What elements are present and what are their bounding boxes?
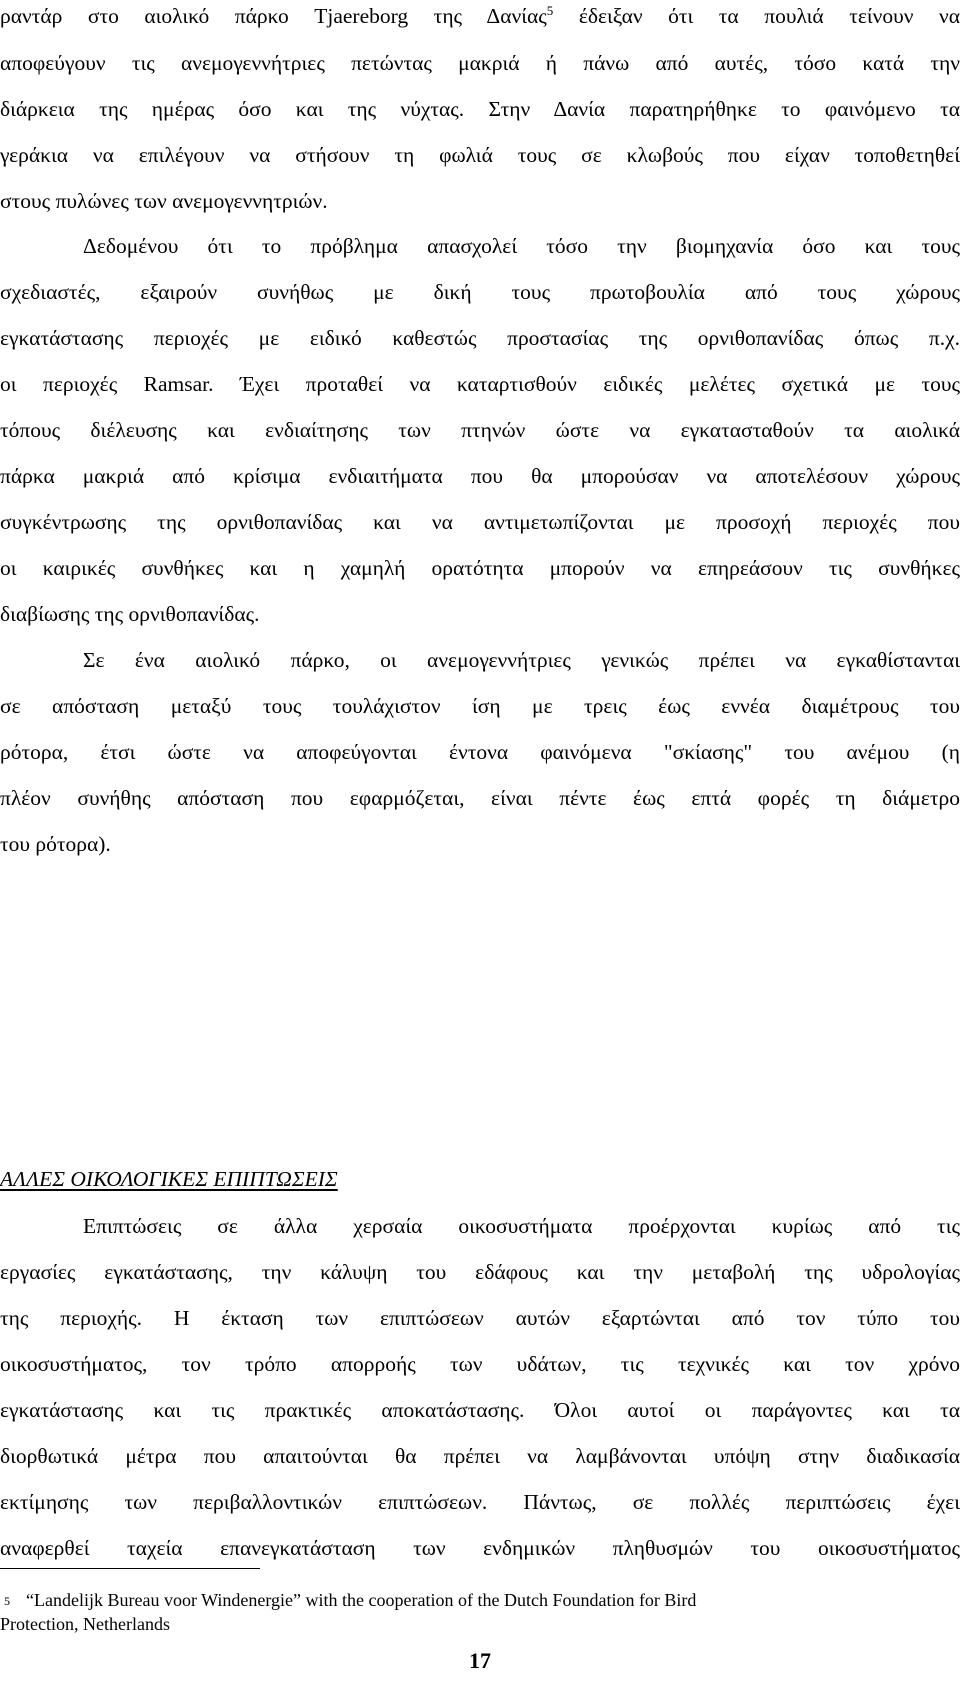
text-line: Σε ένα αιολικό πάρκο, οι ανεμογεννήτριες γενικώς πρέπει να εγκαθίστανται xyxy=(83,648,960,672)
text-line: πλέον συνήθης απόσταση που εφαρμόζεται, είναι πέντε έως επτά φορές τη διάμετρο xyxy=(0,786,960,810)
text-line: αναφερθεί ταχεία επανεγκατάσταση των ενδημικών πληθυσμών του οικοσυστήματος xyxy=(0,1536,960,1560)
text-line: γεράκια να επιλέγουν να στήσουν τη φωλιά τους σε κλωβούς που είχαν τοποθετηθεί xyxy=(0,143,960,167)
text-line: Επιπτώσεις σε άλλα χερσαία οικοσυστήματα προέρχονται κυρίως από τις xyxy=(83,1214,960,1238)
text-span: ραντάρ στο αιολικό πάρκο Tjaereborg της Δανίας xyxy=(0,4,547,28)
text-line: εγκατάστασης και τις πρακτικές αποκατάστασης. Όλοι αυτοί οι παράγοντες και τα xyxy=(0,1398,960,1422)
text-line: της περιοχής. Η έκταση των επιπτώσεων αυτών εξαρτώνται από τον τύπο του xyxy=(0,1306,960,1330)
text-line: οικοσυστήματος, τον τρόπο απορροής των υδάτων, τις τεχνικές και τον χρόνο xyxy=(0,1352,960,1376)
text-line: ρότορα, έτσι ώστε να αποφεύγονται έντονα φαινόμενα "σκίασης" του ανέμου (η xyxy=(0,740,960,764)
text-line: τόπους διέλευσης και ενδιαίτησης των πτηνών ώστε να εγκατασταθούν τα αιολικά xyxy=(0,418,960,442)
footnote-text-line: “Landelijk Bureau voor Windenergie” with the cooperation of the Dutch Foundation for Bird xyxy=(26,1590,697,1610)
text-line: αποφεύγουν τις ανεμογεννήτριες πετώντας μακριά ή πάνω από αυτές, τόσο κατά την xyxy=(0,51,960,75)
text-line: διαβίωσης της ορνιθοπανίδας. xyxy=(0,602,260,626)
text-line: Δεδομένου ότι το πρόβλημα απασχολεί τόσο την βιομηχανία όσο και τους xyxy=(83,234,960,258)
text-span: έδειξαν ότι τα πουλιά τείνουν να xyxy=(553,4,960,28)
text-line: συγκέντρωσης της ορνιθοπανίδας και να αντιμετωπίζονται με προσοχή περιοχές που xyxy=(0,510,960,534)
text-line: διάρκεια της ημέρας όσο και της νύχτας. Στην Δανία παρατηρήθηκε το φαινόμενο τα xyxy=(0,97,960,121)
text-line: οι καιρικές συνθήκες και η χαμηλή ορατότητα μπορούν να επηρεάσουν τις συνθήκες xyxy=(0,556,960,580)
text-line: οι περιοχές Ramsar. Έχει προταθεί να καταρτισθούν ειδικές μελέτες σχετικά με τους xyxy=(0,372,960,396)
section-heading: ΑΛΛΕΣ ΟΙΚΟΛΟΓΙΚΕΣ ΕΠΙΠΤΩΣΕΙΣ xyxy=(0,1167,338,1191)
text-line: σχεδιαστές, εξαιρούν συνήθως με δική τους πρωτοβουλία από τους χώρους xyxy=(0,280,960,304)
footnote-reference[interactable]: 5 xyxy=(546,2,554,18)
footnote-text-line: Protection, Netherlands xyxy=(0,1614,170,1634)
text-line: εκτίμησης των περιβαλλοντικών επιπτώσεων. Πάντως, σε πολλές περιπτώσεις έχει xyxy=(0,1490,960,1514)
text-line: εργασίες εγκατάστασης, την κάλυψη του εδάφους και την μεταβολή της υδρολογίας xyxy=(0,1260,960,1284)
text-line: στους πυλώνες των ανεμογεννητριών. xyxy=(0,189,328,213)
footnote-separator xyxy=(0,1568,260,1569)
text-line: σε απόσταση μεταξύ τους τουλάχιστον ίση με τρεις έως εννέα διαμέτρους του xyxy=(0,694,960,718)
footnote-number: 5 xyxy=(4,1594,10,1608)
text-line xyxy=(0,3,960,29)
text-line: διορθωτικά μέτρα που απαιτούνται θα πρέπει να λαμβάνονται υπόψη στην διαδικασία xyxy=(0,1444,960,1468)
text-line: εγκατάστασης περιοχές με ειδικό καθεστώς προστασίας της ορνιθοπανίδας όπως π.χ. xyxy=(0,326,960,350)
page-number: 17 xyxy=(469,1648,491,1673)
text-line: του ρότορα). xyxy=(0,832,111,856)
text-line: πάρκα μακριά από κρίσιμα ενδιαιτήματα που θα μπορούσαν να αποτελέσουν χώρους xyxy=(0,464,960,488)
